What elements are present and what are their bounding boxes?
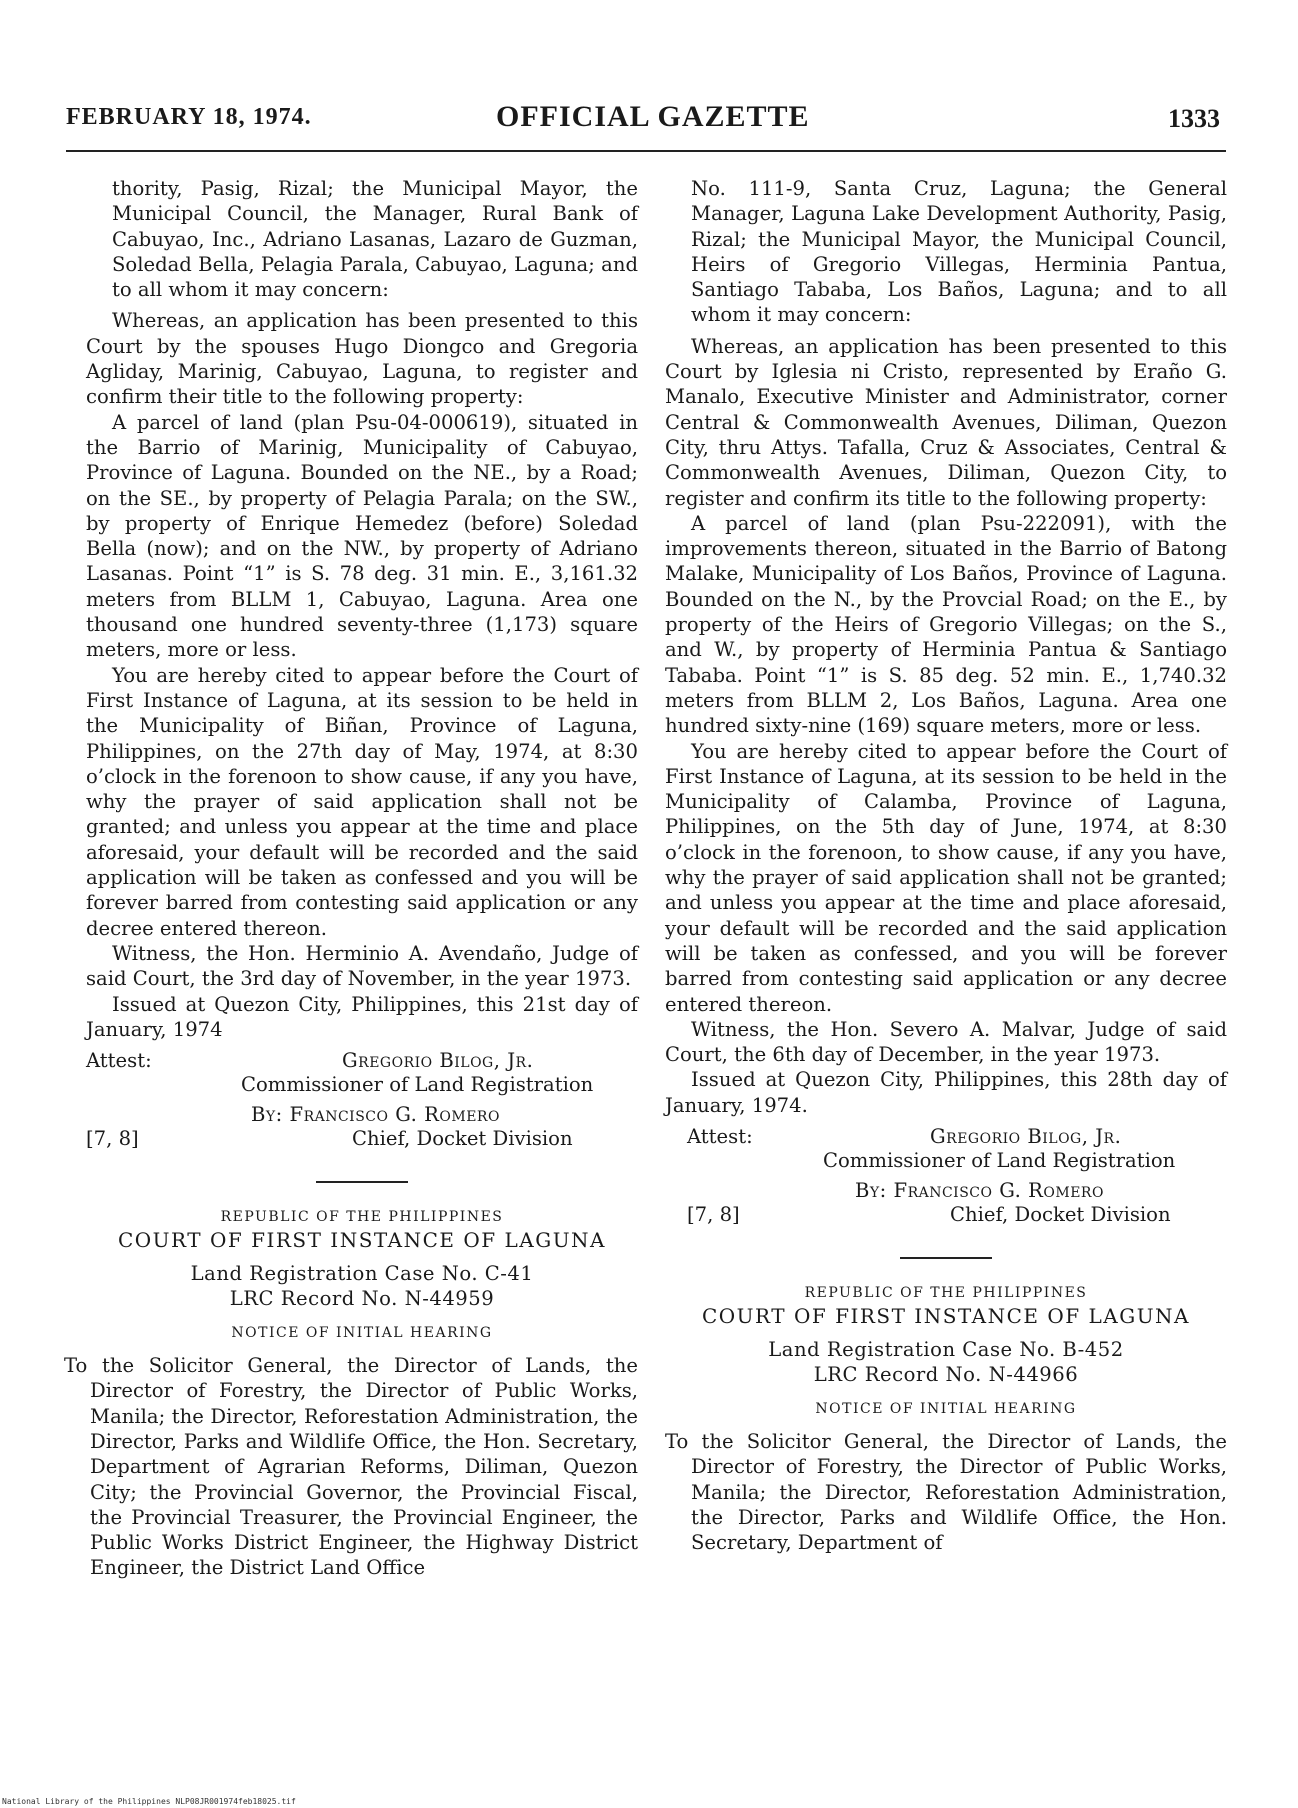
by-title: Chief, Docket Division xyxy=(950,1202,1171,1226)
issue-reference: [7, 8] xyxy=(687,1202,740,1226)
record-number: LRC Record No. N-44959 xyxy=(229,1287,495,1311)
property-description: A parcel of land (plan Psu-222091), with the improvements thereon, situated in the Barrio of Batong Malake, Municipality of Los Baños, Province of Laguna. Bounded on the N., by the Provcial Road; on the E., by property of the Heirs of Gregorio Villegas; on the S., and W., by property of Herminia Pantua & Santiago Tababa. Point “1” is S. 85 deg. 52 min. E., 1,740.32 meters from BLLM 2, Los Baños, Laguna. Area one hundred sixty-nine (169) square meters, more or less. xyxy=(665,511,1227,738)
signer-name: Gregorio Bilog, Jr. xyxy=(342,1049,534,1073)
application-paragraph: Whereas, an application has been presented to this Court by Iglesia ni Cristo, represented by Eraño G. Manalo, Executive Minister and Administrator, corner Central & Commonwealth Avenues, Diliman, Quezon City, thru Attys. Tafalla, Cruz & Associates, Central & Commonwealth Avenues, Diliman, Quezon City, to register and confirm its title to the following property: xyxy=(665,334,1227,510)
court-heading: COURT OF FIRST INSTANCE OF LAGUNA xyxy=(701,1303,1190,1328)
republic-heading: REPUBLIC OF THE PHILIPPINES xyxy=(220,1209,504,1226)
by-signer: By: Francisco G. Romero xyxy=(251,1103,500,1127)
signer-title: Commissioner of Land Registration xyxy=(241,1073,594,1097)
scan-footer: National Library of the Philippines NLP08JR001974feb18025.tif xyxy=(2,1797,296,1806)
citation-paragraph: You are hereby cited to appear before the Court of First Instance of Laguna, at its session to be held in the Municipality of Biñan, Province of Laguna, Philippines, on the 27th day of May, 1974, at 8:30 o’clock in the forenoon to show cause, if any you have, why the prayer of said application shall not be granted; and unless you appear at the time and place aforesaid, your default will be recorded and the said application will be taken as confessed and you will be forever barred from contesting said application or any decree entered thereon. xyxy=(86,663,638,940)
attest-label: Attest: xyxy=(687,1124,753,1148)
application-paragraph: Whereas, an application has been presented to this Court by the spouses Hugo Diongco and Gregoria Agliday, Marinig, Cabuyao, Laguna, to register and confirm their title to the following property: xyxy=(86,309,638,409)
issue-reference: [7, 8] xyxy=(86,1127,139,1151)
header-rule xyxy=(66,150,1226,152)
notice-addressees: To the Solicitor General, the Director of Lands, the Director of Forestry, the Director of Public Works, Manila; the Director, Reforestation Administration, the Director, Parks and Wildlife Office, the Hon. Secretary, Department of xyxy=(665,1429,1227,1555)
notice-heading: NOTICE OF INITIAL HEARING xyxy=(815,1400,1077,1417)
section-divider xyxy=(316,1181,408,1183)
signer-title: Commissioner of Land Registration xyxy=(823,1148,1176,1172)
attest-label: Attest: xyxy=(86,1049,152,1073)
court-heading: COURT OF FIRST INSTANCE OF LAGUNA xyxy=(117,1228,606,1253)
page-number: 1333 xyxy=(1168,104,1220,133)
by-signer: By: Francisco G. Romero xyxy=(855,1178,1104,1202)
case-number: Land Registration Case No. B-452 xyxy=(768,1337,1124,1361)
issue-date: FEBRUARY 18, 1974. xyxy=(66,104,312,130)
by-title: Chief, Docket Division xyxy=(352,1127,573,1151)
notice-heading: NOTICE OF INITIAL HEARING xyxy=(231,1325,493,1342)
republic-heading: REPUBLIC OF THE PHILIPPINES xyxy=(804,1284,1088,1301)
section-divider xyxy=(900,1257,992,1259)
notice-addressees: To the Solicitor General, the Director of Lands, the Director of Forestry, the Director of Public Works, Manila; the Director, Reforestation Administration, the Director, Parks and Wildlife Office, the Hon. Secretary, Department of Agrarian Reforms, Diliman, Quezon City; the Provincial Governor, the Provincial Fiscal, the Provincial Treasurer, the Provincial Engineer, the Public Works District Engineer, the Highway District Engineer, the District Land Office xyxy=(64,1354,638,1580)
citation-paragraph: You are hereby cited to appear before the Court of First Instance of Laguna, at its session to be held in the Municipality of Calamba, Province of Laguna, Philippines, on the 5th day of June, 1974, at 8:30 o’clock in the forenoon, to show cause, if any you have, why the prayer of said application shall not be granted; and unless you appear at the time and place aforesaid, your default will be recorded and the said application will be taken as confessed, and you will be forever barred from contesting said application or any decree entered thereon. xyxy=(665,739,1227,1016)
witness-paragraph: Witness, the Hon. Severo A. Malvar, Judge of said Court, the 6th day of December, in the year 1973. xyxy=(665,1017,1227,1067)
left-column xyxy=(64,176,638,1587)
signature-block xyxy=(86,1048,638,1163)
record-number: LRC Record No. N-44966 xyxy=(813,1362,1079,1386)
case-number: Land Registration Case No. C-41 xyxy=(190,1262,534,1286)
publication-title: OFFICIAL GAZETTE xyxy=(496,100,810,133)
issued-paragraph: Issued at Quezon City, Philippines, this 21st day of January, 1974 xyxy=(86,992,638,1041)
addressees-continued: No. 111-9, Santa Cruz, Laguna; the General Manager, Laguna Lake Development Authority, Pasig, Rizal; the Municipal Mayor, the Municipal Council, Heirs of Gregorio Villegas, Herminia Pantua, Santiago Tababa, Los Baños, Laguna; and to all whom it may concern: xyxy=(691,177,1227,327)
issued-paragraph: Issued at Quezon City, Philippines, this 28th day of January, 1974. xyxy=(665,1068,1227,1117)
addressees-continued: thority, Pasig, Rizal; the Municipal Mayor, the Municipal Council, the Manager, Rural Bank of Cabuyao, Inc., Adriano Lasanas, Lazaro de Guzman, Soledad Bella, Pelagia Parala, Cabuyao, Laguna; and to all whom it may concern: xyxy=(112,177,638,302)
witness-paragraph: Witness, the Hon. Herminio A. Avendaño, Judge of said Court, the 3rd day of November, in the year 1973. xyxy=(86,941,638,991)
signer-name: Gregorio Bilog, Jr. xyxy=(930,1124,1122,1148)
property-description: A parcel of land (plan Psu-04-000619), situated in the Barrio of Marinig, Municipality of Cabuyao, Province of Laguna. Bounded on the NE., by a Road; on the SE., by property of Pelagia Parala; on the SW., by property of Enrique Hemedez (before) Soledad Bella (now); and on the NW., by property of Adriano Lasanas. Point “1” is S. 78 deg. 31 min. E., 3,161.32 meters from BLLM 1, Cabuyao, Laguna. Area one thousand one hundred seventy-three (1,173) square meters, more or less. xyxy=(86,410,638,662)
signature-block xyxy=(665,1124,1227,1239)
right-column xyxy=(665,176,1227,1561)
